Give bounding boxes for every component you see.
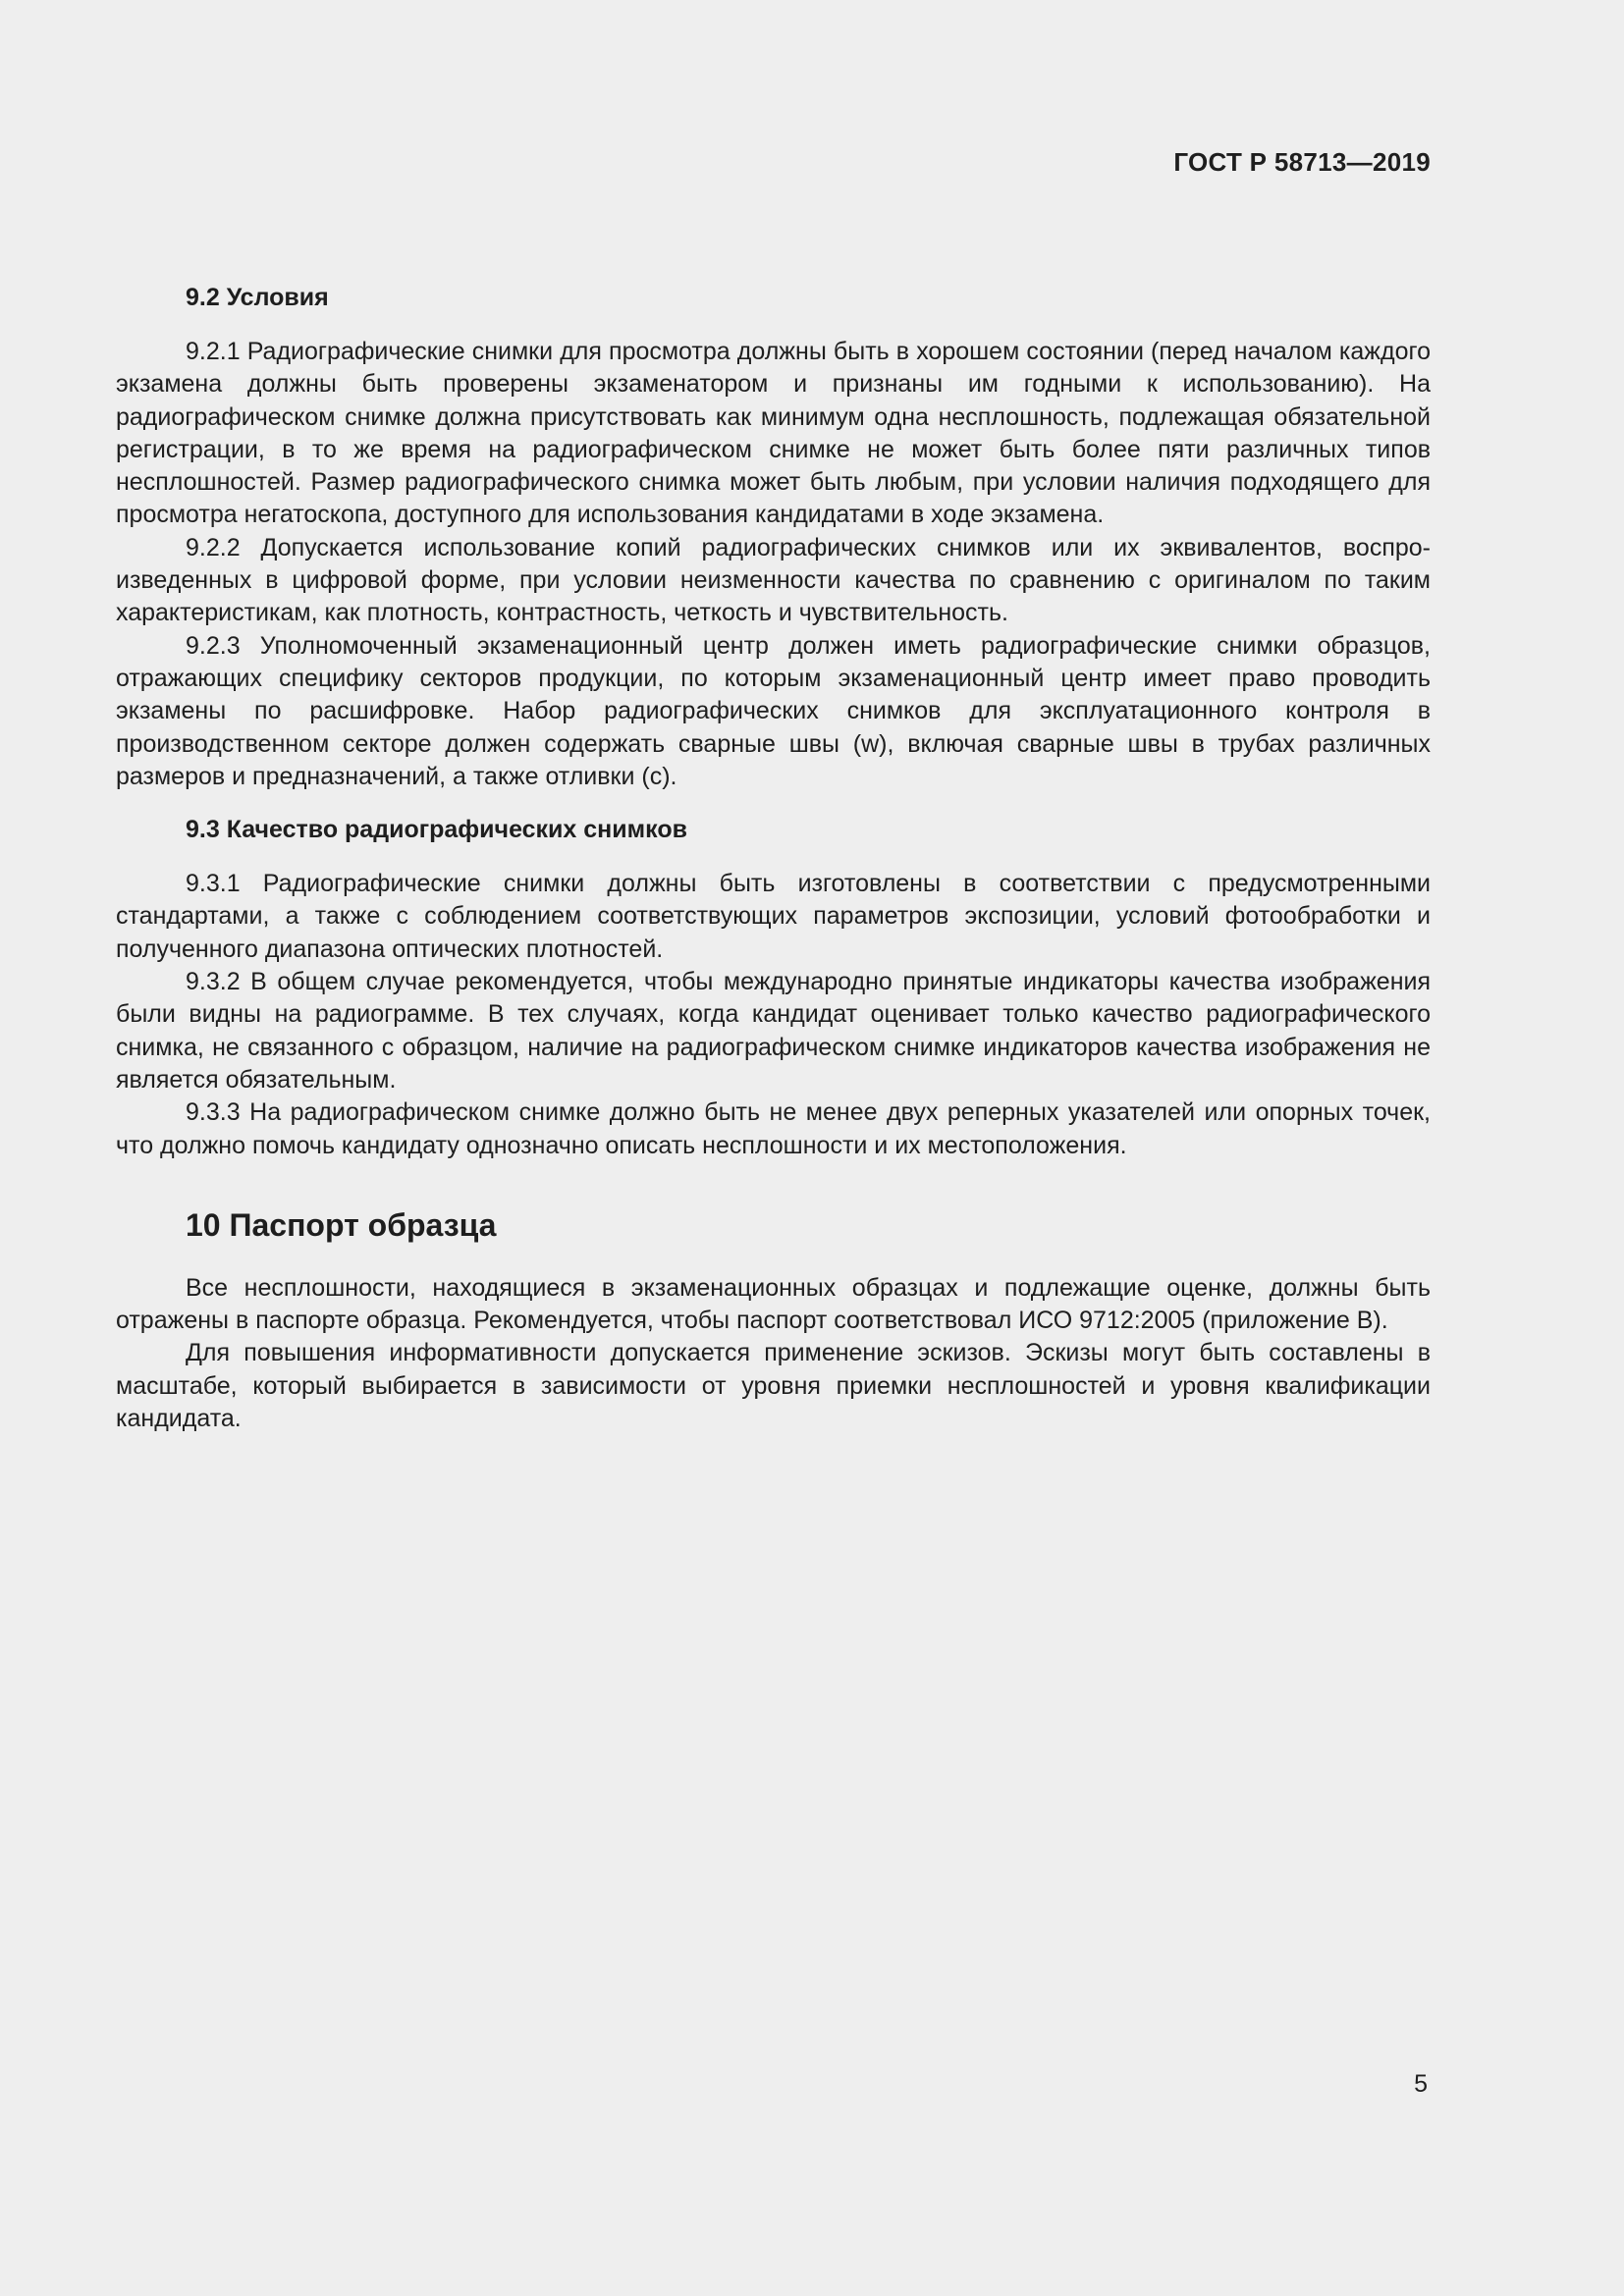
spacer [116, 1162, 1431, 1205]
section-10-heading: 10 Паспорт образца [186, 1206, 497, 1243]
paragraph-10-2: Для повышения информативности допускается применение эскизов. Эскизы могут быть составлены в масштабе, который выбирается в зависимости от уровня приемки несплошностей и уровня квалификации кандидата. [116, 1339, 1431, 1433]
paragraph-9-3-1: 9.3.1 Радиографические снимки должны быть изготовлены в соответствии с предусмотренными стандартами, а также с соблюдением соответствующих параметров экспозиции, условий фотообработки и полученного диапазона оптических плотностей. [116, 870, 1431, 963]
paragraph-9-2-2: 9.2.2 Допускается использование копий радиографических снимков или их эквивалентов, воспроизведенных в цифровой форме, при условии неизменности качества по сравнению с оригиналом по таким характеристикам, как плотность, контрастность, четкость и чувствительность. [116, 533, 1431, 627]
paragraph-9-2-1: 9.2.1 Радиографические снимки для просмотра должны быть в хорошем состоянии (перед началом каждого экзамена должны быть проверены экзаменатором и признаны им годными к использованию). На радиографическом снимке должна присутствовать как минимум одна несплошность, подлежащая обязательной регистрации, в то же время на радиографическом снимке не может быть более пяти различных типов несплошностей. Размер радиографического снимка может быть любым, при условии наличия подходящего для просмотра негатоскопа, доступного для использования кандидатами в ходе экзамена. [116, 338, 1431, 529]
section-9-2-heading: 9.2 Условия [186, 284, 329, 311]
spacer [116, 793, 1431, 813]
paragraph-10-1: Все несплошности, находящиеся в экзаменационных образцах и подлежащие оценке, должны быть отражены в паспорте образца. Рекомендуется, чтобы паспорт соответствовал ИСО 9712:2005 (приложение В). [116, 1273, 1431, 1335]
document-body [116, 281, 1431, 1435]
paragraph-9-3-2: 9.3.2 В общем случае рекомендуется, чтобы международно принятые индикаторы качества изображения были видны на радиограмме. В тех случаях, когда кандидат оценивает только качество радиографического снимка, не связанного с образцом, наличие на радиографическом снимке индикаторов качества изображения не является обязательным. [116, 968, 1431, 1094]
page-number: 5 [1414, 2070, 1428, 2098]
paragraph-9-3-3: 9.3.3 На радиографическом снимке должно быть не менее двух реперных указателей или опорных точек, что должно помочь кандидату однозначно описать несплошности и их местоположения. [116, 1098, 1431, 1159]
document-standard-id: ГОСТ Р 58713—2019 [1173, 147, 1431, 177]
paragraph-9-2-3: 9.2.3 Уполномоченный экзаменационный центр должен иметь радиографические снимки образцов, отражающих специфику секторов продукции, по которым экзаменационный центр имеет право проводить экзамены по расшифровке. Набор радиографических снимков для эксплуатационного контроля в производственном секторе должен содержать сварные швы (w), включая сварные швы в трубах различных размеров и предназначений, а также отливки (с). [116, 631, 1431, 790]
section-9-3-heading: 9.3 Качество радиографических снимков [186, 816, 687, 844]
